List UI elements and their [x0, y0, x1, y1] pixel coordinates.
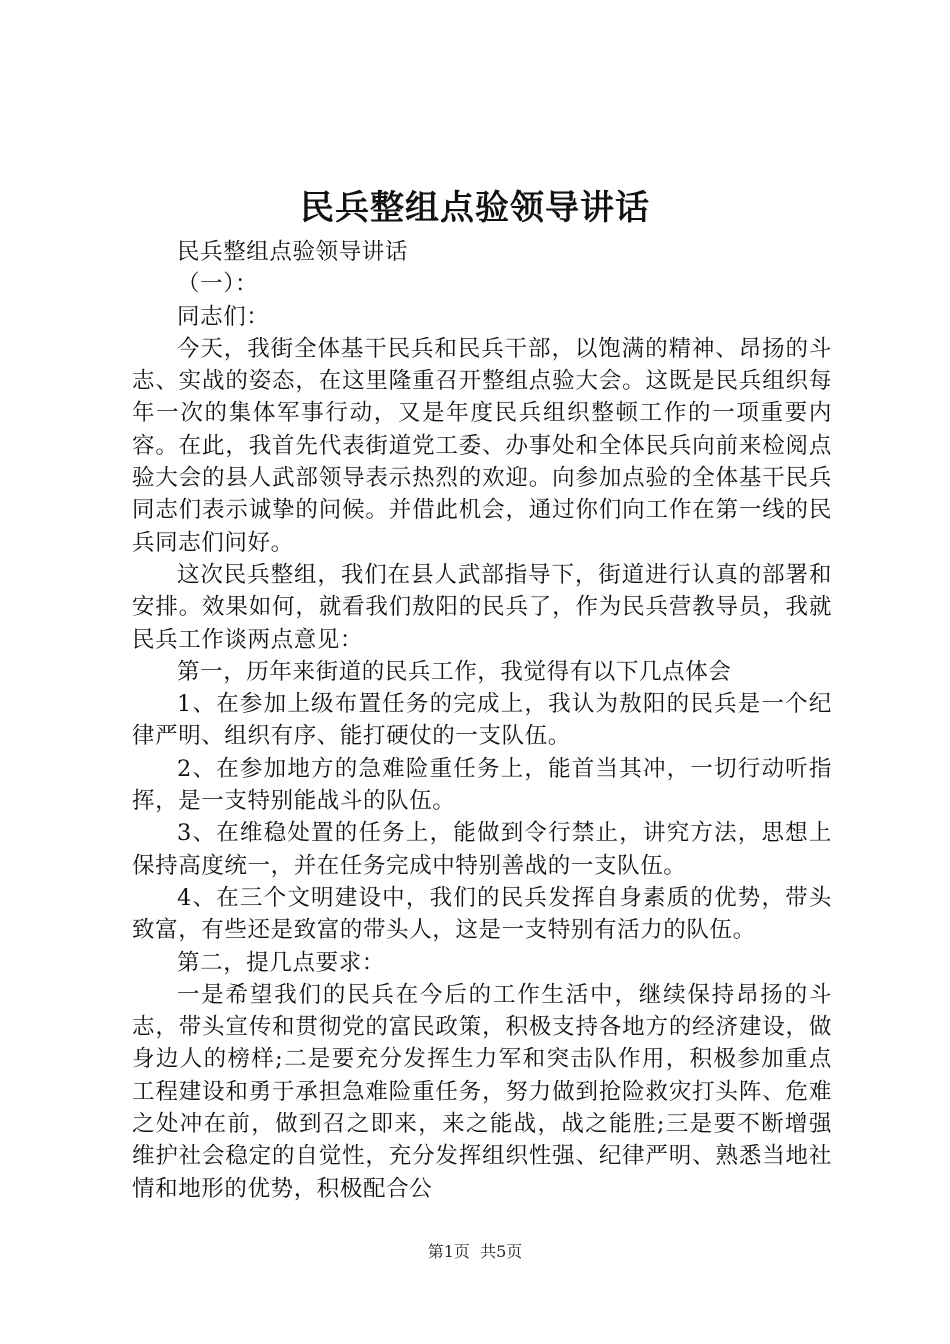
paragraph-item-2: 2、在参加地方的急难险重任务上，能首当其冲，一切行动听指挥，是一支特别能战斗的队伍。	[132, 755, 832, 815]
page-footer	[0, 1240, 950, 1264]
paragraph-overview: 这次民兵整组，我们在县人武部指导下，街道进行认真的部署和安排。效果如何，就看我们敖阳的民兵了，作为民兵营教导员，我就民兵工作谈两点意见：	[132, 561, 832, 653]
page-number: 第1页	[427, 1242, 470, 1261]
paragraph-salutation: 同志们：	[177, 303, 270, 330]
paragraph-item-4: 4、在三个文明建设中，我们的民兵发挥自身素质的优势，带头致富，有些还是致富的带头人，这是一支特别有活力的队伍。	[132, 884, 832, 944]
paragraph-requirements: 一是希望我们的民兵在今后的工作生活中，继续保持昂扬的斗志，带头宣传和贯彻党的富民政策，积极支持各地方的经济建设，做身边人的榜样;二是要充分发挥生力军和突击队作用，积极参加重点工程建设和勇于承担急难险重任务，努力做到抢险救灾打头阵、危难之处冲在前，做到召之即来，来之能战，战之能胜;三是要不断增强维护社会稳定的自觉性，充分发挥组织性强、纪律严明、熟悉当地社情和地形的优势，积极配合公	[132, 981, 832, 1202]
document-title: 民兵整组点验领导讲话	[300, 188, 650, 228]
paragraph-subtitle: 民兵整组点验领导讲话	[177, 239, 409, 265]
paragraph-item-3: 3、在维稳处置的任务上，能做到令行禁止，讲究方法，思想上保持高度统一，并在任务完成中特别善战的一支队伍。	[132, 820, 832, 879]
paragraph-section-marker: （一）：	[177, 271, 259, 298]
footer-spacer	[470, 1242, 480, 1261]
total-pages: 共5页	[480, 1242, 523, 1261]
paragraph-point-two-heading: 第二，提几点要求：	[177, 949, 385, 976]
paragraph-point-one-heading: 第一，历年来街道的民兵工作，我觉得有以下几点体会	[177, 658, 732, 685]
document-body	[132, 236, 832, 1205]
paragraph-opening: 今天，我街全体基干民兵和民兵干部，以饱满的精神、昂扬的斗志、实战的姿态，在这里隆重召开整组点验大会。这既是民兵组织每年一次的集体军事行动，又是年度民兵组织整顿工作的一项重要内容。在此，我首先代表街道党工委、办事处和全体民兵向前来检阅点验大会的县人武部领导表示热烈的欢迎。向参加点验的全体基干民兵同志们表示诚挚的问候。并借此机会，通过你们向工作在第一线的民兵同志们问好。	[132, 335, 832, 556]
paragraph-item-1: 1、在参加上级布置任务的完成上，我认为敖阳的民兵是一个纪律严明、组织有序、能打硬仗的一支队伍。	[132, 691, 832, 750]
